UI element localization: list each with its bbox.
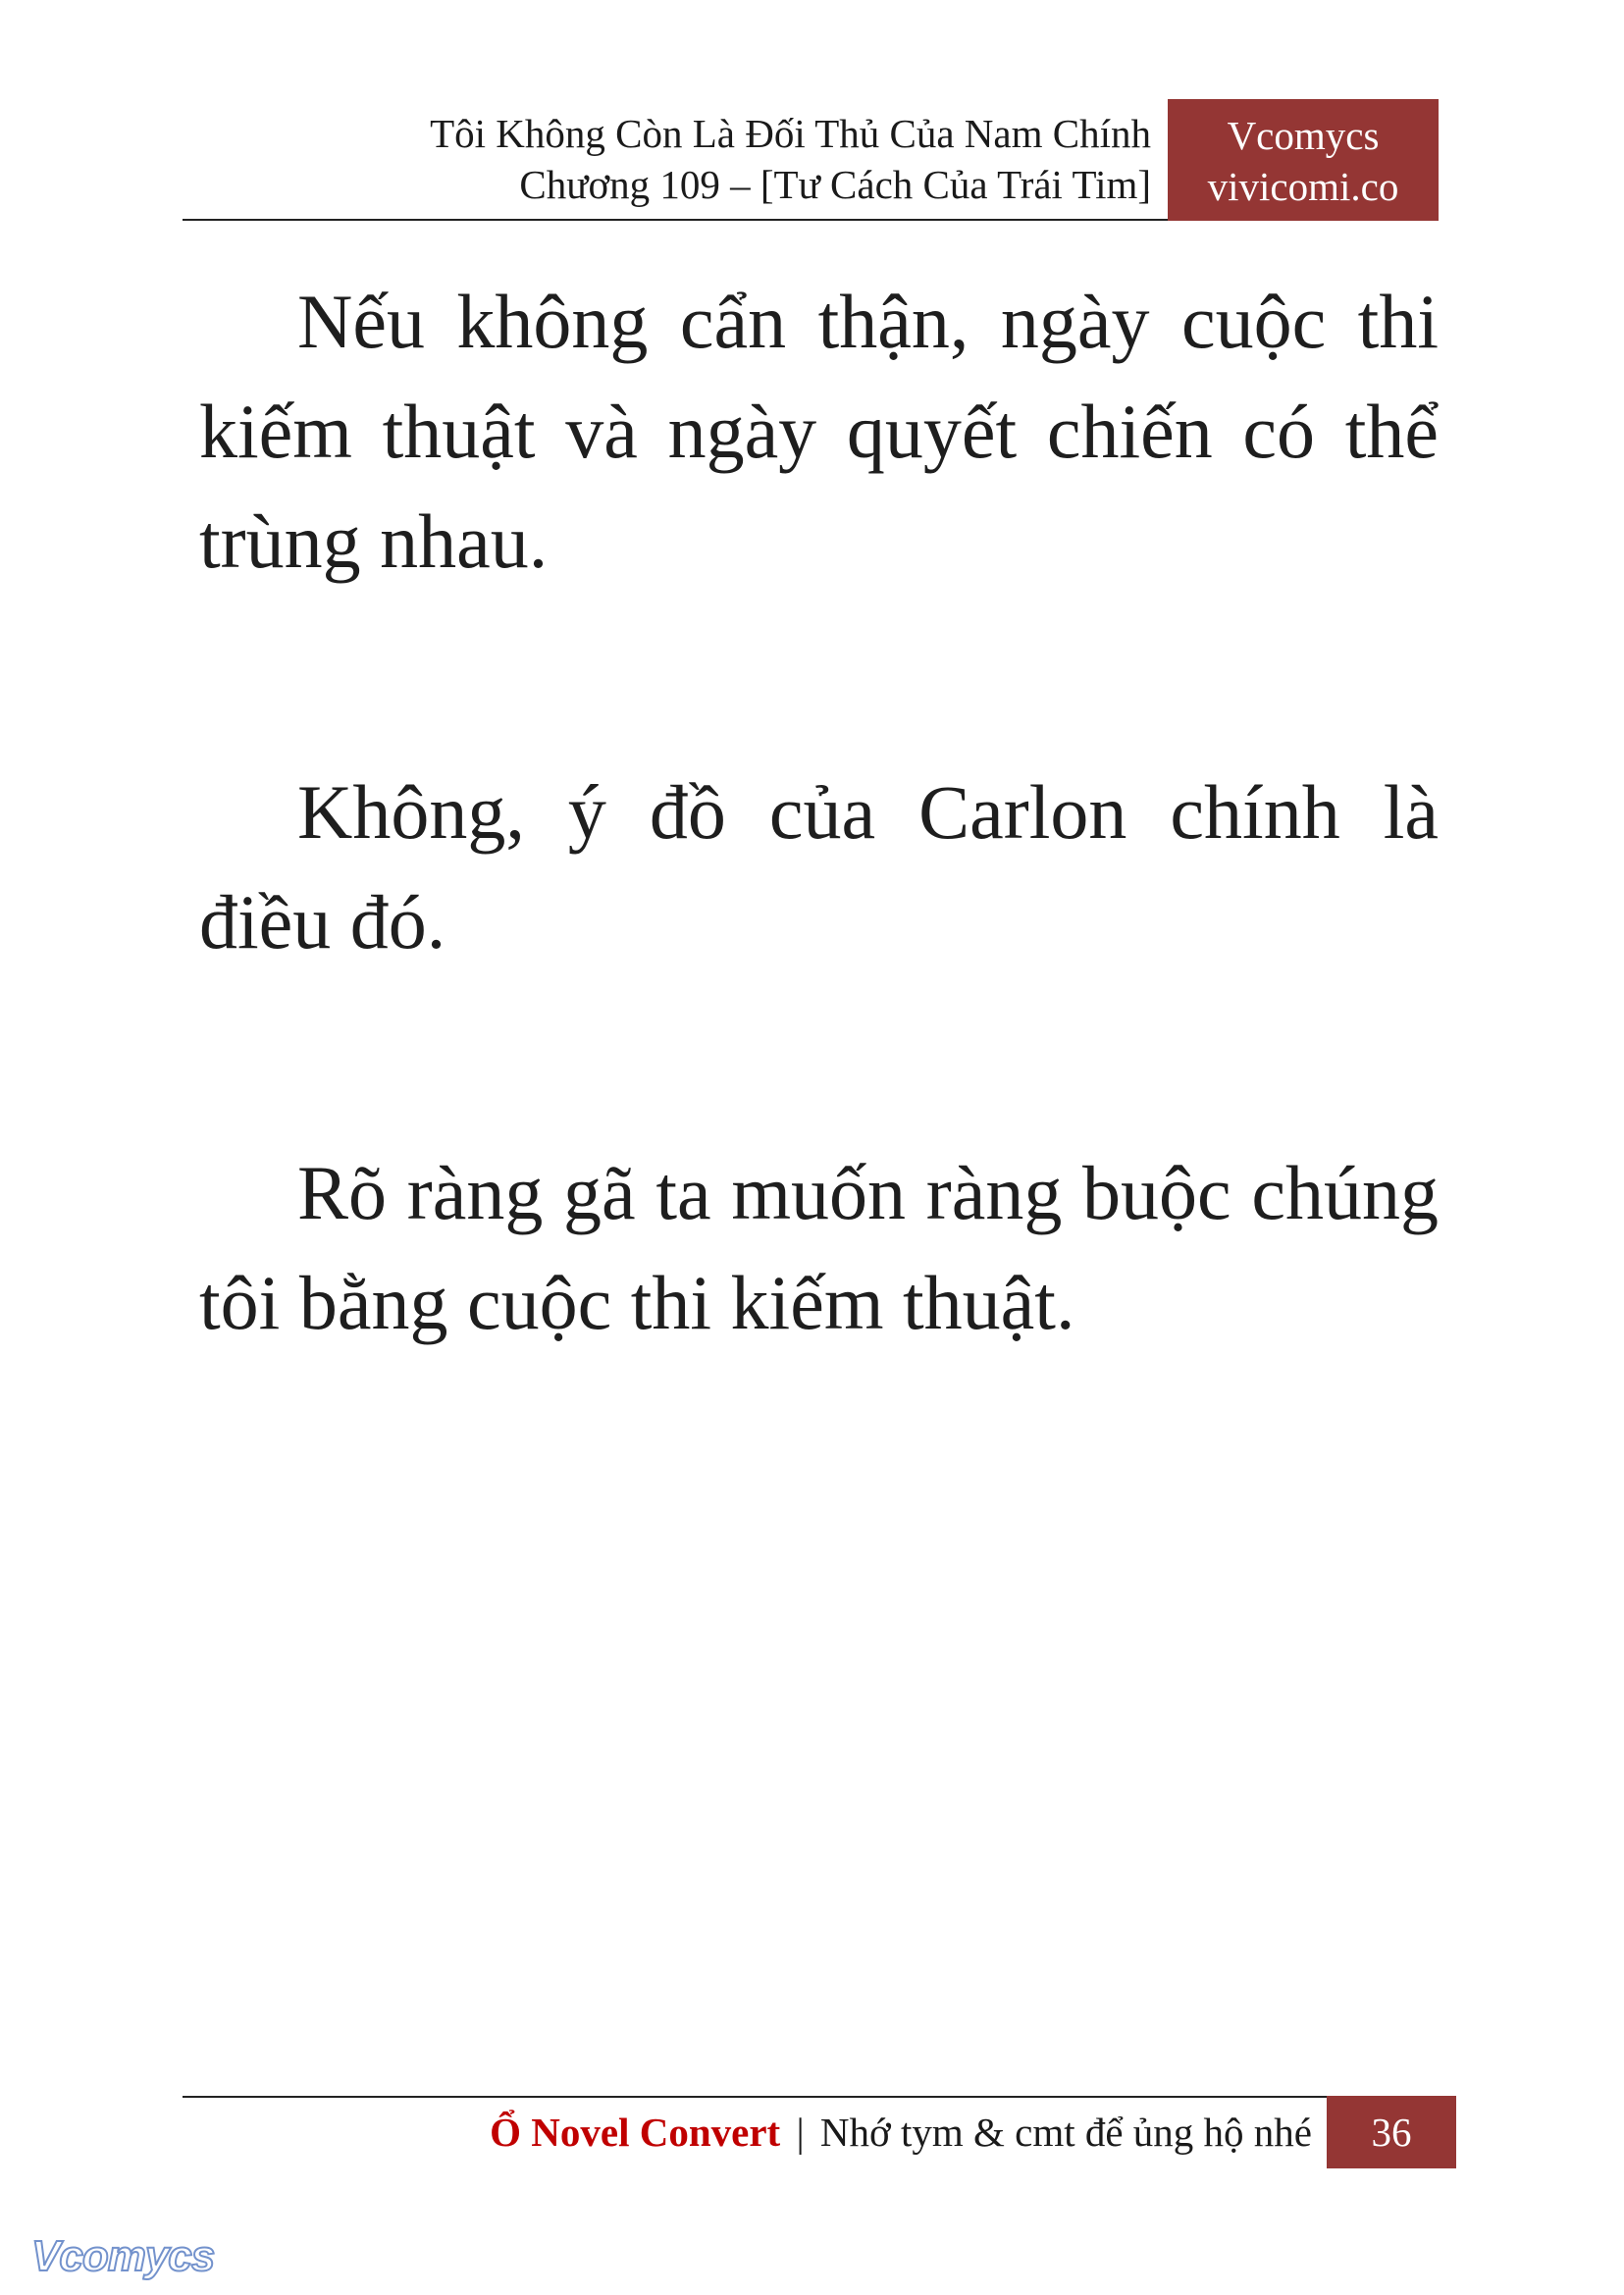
footer-brand: Ổ Novel Convert [490, 2110, 781, 2155]
page-header [430, 108, 1151, 210]
book-title: Tôi Không Còn Là Đối Thủ Của Nam Chính [430, 111, 1151, 156]
vcomycs-watermark-logo [27, 2225, 253, 2286]
page-number: 36 [1327, 2096, 1456, 2168]
footer-separator: | [796, 2110, 805, 2155]
paragraph: Nếu không cẩn thận, ngày cuộc thi kiếm thuật và ngày quyết chiến có thể trùng nhau. [199, 279, 1439, 584]
site-badge [1168, 99, 1439, 221]
page-footer [490, 2108, 1312, 2157]
svg-text:Vcomycs: Vcomycs [31, 2232, 215, 2280]
footer-message: Nhớ tym & cmt để ủng hộ nhé [819, 2110, 1312, 2155]
chapter-title: Chương 109 – [Tư Cách Của Trái Tim] [519, 162, 1151, 207]
paragraph: Không, ý đồ của Carlon chính là điều đó. [199, 769, 1439, 965]
paragraph: Rõ ràng gã ta muốn ràng buộc chúng tôi bằng cuộc thi kiếm thuật. [199, 1150, 1439, 1345]
site-name: Vcomycs [1227, 113, 1380, 158]
footer-divider [183, 2096, 1327, 2098]
story-text [199, 267, 1439, 1358]
header-divider [183, 219, 1168, 221]
site-url: vivicomi.co [1207, 164, 1399, 209]
